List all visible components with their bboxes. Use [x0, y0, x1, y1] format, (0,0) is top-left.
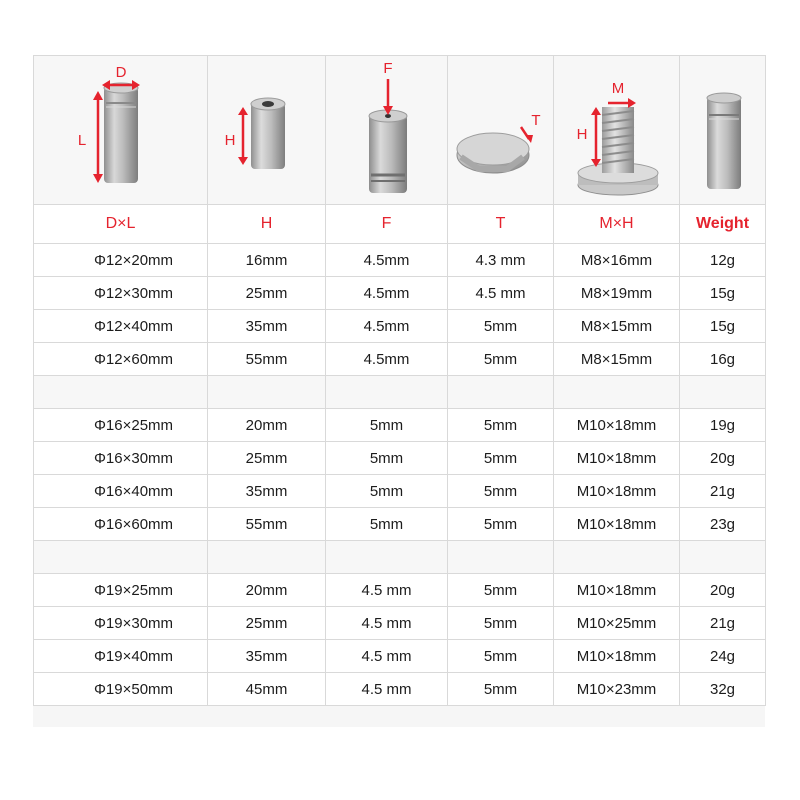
- label-f: F: [382, 60, 393, 77]
- cap-thickness-t-icon: [449, 57, 553, 203]
- header-t: T: [448, 205, 554, 244]
- cell-mh: M8×19mm: [554, 277, 680, 310]
- cell-dl: Φ16×40mm: [34, 475, 208, 508]
- table-row: [34, 640, 766, 673]
- spacer-cell: [554, 376, 680, 409]
- cell-dl: Φ19×25mm: [34, 574, 208, 607]
- cell-weight: 24g: [680, 640, 766, 673]
- cell-h: 35mm: [208, 475, 326, 508]
- cell-mh: M10×18mm: [554, 640, 680, 673]
- header-f: F: [326, 205, 448, 244]
- spacer-cell: [448, 376, 554, 409]
- cell-weight: 16g: [680, 343, 766, 376]
- cell-f: 5mm: [326, 442, 448, 475]
- cell-weight: 15g: [680, 277, 766, 310]
- spacer-cell: [448, 541, 554, 574]
- cell-h: 55mm: [208, 343, 326, 376]
- cell-f: 4.5mm: [326, 310, 448, 343]
- cell-f: 4.5 mm: [326, 640, 448, 673]
- image-cell-mh: [554, 56, 680, 205]
- cell-dl: Φ19×30mm: [34, 607, 208, 640]
- image-cell-h: [208, 56, 326, 205]
- header-h: H: [208, 205, 326, 244]
- label-t: T: [530, 112, 541, 129]
- label-m: M: [611, 80, 624, 97]
- header-mh: M×H: [554, 205, 680, 244]
- spacer-cell: [326, 376, 448, 409]
- cell-t: 5mm: [448, 310, 554, 343]
- cell-dl: Φ12×30mm: [34, 277, 208, 310]
- cell-weight: 15g: [680, 310, 766, 343]
- cell-f: 4.5 mm: [326, 574, 448, 607]
- cell-f: 4.5mm: [326, 244, 448, 277]
- cell-f: 4.5mm: [326, 343, 448, 376]
- cell-h: 35mm: [208, 310, 326, 343]
- cell-mh: M8×15mm: [554, 310, 680, 343]
- table-row: [34, 442, 766, 475]
- cell-mh: M10×18mm: [554, 475, 680, 508]
- spec-sheet: [33, 55, 765, 727]
- spacer-cell: [208, 541, 326, 574]
- table-row: [34, 673, 766, 706]
- cell-dl: Φ16×60mm: [34, 508, 208, 541]
- spacer-cell: [680, 541, 766, 574]
- cell-mh: M8×16mm: [554, 244, 680, 277]
- cell-h: 20mm: [208, 574, 326, 607]
- image-cell-f: [326, 56, 448, 205]
- cell-t: 5mm: [448, 343, 554, 376]
- cell-f: 4.5 mm: [326, 607, 448, 640]
- cell-t: 4.5 mm: [448, 277, 554, 310]
- cell-t: 4.3 mm: [448, 244, 554, 277]
- cell-t: 5mm: [448, 640, 554, 673]
- cell-t: 5mm: [448, 673, 554, 706]
- table-row: [34, 277, 766, 310]
- cell-h: 16mm: [208, 244, 326, 277]
- header-weight: Weight: [680, 205, 766, 244]
- image-cell-weight: [680, 56, 766, 205]
- cell-weight: 21g: [680, 607, 766, 640]
- cell-mh: M10×18mm: [554, 409, 680, 442]
- cell-t: 5mm: [448, 442, 554, 475]
- image-cell-dl: [34, 56, 208, 205]
- cell-dl: Φ16×30mm: [34, 442, 208, 475]
- cell-t: 5mm: [448, 475, 554, 508]
- table-row: [34, 310, 766, 343]
- spacer-cell: [34, 376, 208, 409]
- spacer-cell: [34, 541, 208, 574]
- cell-weight: 32g: [680, 673, 766, 706]
- cell-mh: M10×18mm: [554, 508, 680, 541]
- spacer-cell: [208, 376, 326, 409]
- cell-weight: 21g: [680, 475, 766, 508]
- spacer-row: [34, 376, 766, 409]
- standoff-weight-icon: [682, 57, 764, 203]
- standoff-hole-depth-h-icon: [210, 57, 324, 203]
- cell-weight: 19g: [680, 409, 766, 442]
- table-row: [34, 574, 766, 607]
- cell-dl: Φ12×20mm: [34, 244, 208, 277]
- table-row: [34, 607, 766, 640]
- cell-dl: Φ12×60mm: [34, 343, 208, 376]
- image-cell-t: [448, 56, 554, 205]
- spec-table: [33, 55, 766, 706]
- cell-f: 4.5 mm: [326, 673, 448, 706]
- screw-m-h-icon: [556, 57, 678, 203]
- cell-weight: 23g: [680, 508, 766, 541]
- cell-t: 5mm: [448, 508, 554, 541]
- image-row: [34, 56, 766, 205]
- cell-t: 5mm: [448, 607, 554, 640]
- label-d: D: [115, 64, 126, 81]
- cell-h: 35mm: [208, 640, 326, 673]
- cell-weight: 12g: [680, 244, 766, 277]
- cell-weight: 20g: [680, 574, 766, 607]
- cell-t: 5mm: [448, 409, 554, 442]
- standoff-hole-f-icon: [328, 57, 446, 203]
- label-l: L: [77, 132, 86, 149]
- cell-h: 25mm: [208, 442, 326, 475]
- cell-f: 5mm: [326, 475, 448, 508]
- cell-dl: Φ12×40mm: [34, 310, 208, 343]
- cell-mh: M8×15mm: [554, 343, 680, 376]
- cell-f: 4.5mm: [326, 277, 448, 310]
- cell-mh: M10×18mm: [554, 574, 680, 607]
- table-row: [34, 343, 766, 376]
- table-row: [34, 475, 766, 508]
- cell-h: 45mm: [208, 673, 326, 706]
- spacer-cell: [680, 376, 766, 409]
- spacer-row: [34, 541, 766, 574]
- cell-mh: M10×23mm: [554, 673, 680, 706]
- table-row: [34, 409, 766, 442]
- header-dl: D×L: [34, 205, 208, 244]
- table-row: [34, 508, 766, 541]
- cell-h: 55mm: [208, 508, 326, 541]
- cell-t: 5mm: [448, 574, 554, 607]
- cell-mh: M10×25mm: [554, 607, 680, 640]
- standoff-dimension-d-l-icon: [36, 57, 206, 203]
- header-row: [34, 205, 766, 244]
- cell-h: 20mm: [208, 409, 326, 442]
- cell-dl: Φ16×25mm: [34, 409, 208, 442]
- spacer-cell: [554, 541, 680, 574]
- cell-dl: Φ19×50mm: [34, 673, 208, 706]
- cell-f: 5mm: [326, 508, 448, 541]
- cell-dl: Φ19×40mm: [34, 640, 208, 673]
- table-row: [34, 244, 766, 277]
- spacer-cell: [326, 541, 448, 574]
- label-h: H: [224, 132, 235, 149]
- label-screw-h: H: [576, 126, 587, 143]
- cell-h: 25mm: [208, 277, 326, 310]
- cell-h: 25mm: [208, 607, 326, 640]
- cell-weight: 20g: [680, 442, 766, 475]
- cell-mh: M10×18mm: [554, 442, 680, 475]
- cell-f: 5mm: [326, 409, 448, 442]
